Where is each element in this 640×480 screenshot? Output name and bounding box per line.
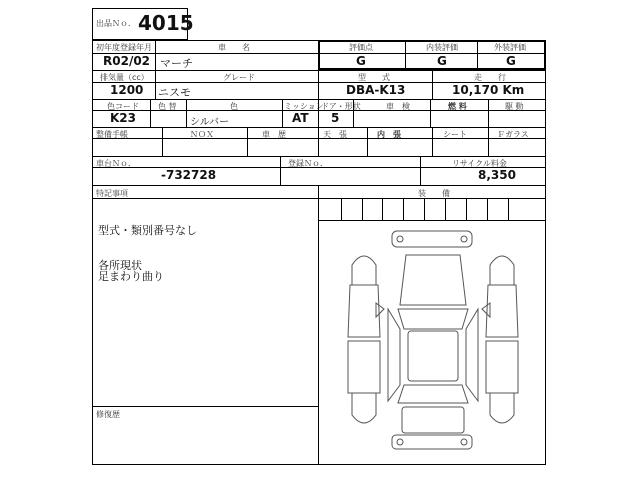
rule [508, 198, 509, 220]
remark-line-1: 型式・類別番号なし [98, 224, 197, 237]
drive-label: 駆 動 [505, 102, 524, 111]
rule [186, 99, 187, 127]
rule [488, 99, 489, 127]
rule [362, 198, 363, 220]
displacement-value: 1200 [110, 83, 144, 97]
rule [318, 70, 319, 99]
rule [318, 220, 546, 221]
sunroof-label: 天 張 [323, 130, 347, 139]
rule [155, 40, 156, 99]
rule [150, 99, 151, 127]
inspection-label: 車 検 [386, 102, 410, 111]
lot-number-label: 出品Ｎｏ． [96, 19, 136, 28]
score-value: G [356, 54, 366, 68]
interior2-label: 内 張 [377, 130, 401, 139]
fglass-label: Ｆガラス [497, 130, 529, 139]
rule [341, 198, 342, 220]
displacement-label: 排気量（cc） [100, 73, 149, 82]
interior-value: G [437, 54, 447, 68]
year-label: 初年度登録年月 [96, 43, 152, 52]
equipment-label: 整備手帳 [96, 130, 128, 139]
recycle-label: リサイクル料金 [452, 159, 507, 168]
rule [367, 127, 368, 156]
repair-label: 修復歴 [96, 410, 120, 419]
rule [487, 198, 488, 220]
interior-label: 内装評価 [426, 43, 458, 52]
model-value: DBA-K13 [346, 83, 406, 97]
rule [280, 156, 281, 185]
registration-label: 登録Ｎｏ． [288, 159, 328, 168]
color-label: 色 [230, 102, 238, 111]
lot-number: 4015 [138, 11, 194, 35]
grade-label: グレード [223, 73, 255, 82]
mission-value: AT [292, 111, 309, 125]
door-label: ドア・形状 [321, 102, 361, 111]
score-label: 評価点 [349, 43, 373, 52]
rule [92, 406, 319, 407]
door-value: 5 [331, 111, 340, 125]
rule [162, 127, 163, 156]
car-name-label: 車 名 [218, 43, 250, 52]
chassis-label: 車台Ｎｏ． [96, 159, 136, 168]
history-label: 車 歴 [262, 130, 286, 139]
year-value: R02/02 [103, 54, 151, 68]
rule [92, 198, 546, 199]
car-diagram [330, 225, 536, 455]
rule [488, 127, 489, 156]
exterior-label: 外装評価 [494, 43, 526, 52]
color-kind-label: 色 替 [158, 102, 177, 111]
color-code-value: K23 [110, 111, 136, 125]
mileage-label: 走 行 [474, 73, 506, 82]
rule [432, 127, 433, 156]
car-name-value: マーチ [160, 57, 193, 70]
mission-label: ミッション [284, 102, 324, 111]
remark-line-2: 各所現状 [98, 259, 142, 272]
fuel-label: 燃 料 [448, 102, 467, 111]
rule [318, 127, 319, 156]
rule [466, 198, 467, 220]
rule [92, 138, 546, 139]
rule [92, 127, 546, 128]
rule [282, 99, 283, 127]
remarks-label: 特記事項 [96, 189, 128, 198]
rule [403, 198, 404, 220]
rule [445, 198, 446, 220]
rule [432, 70, 433, 99]
grade-value: ニスモ [158, 86, 191, 99]
rule [92, 156, 546, 157]
rule [92, 185, 546, 186]
rule [420, 156, 421, 185]
color-code-label: 色コード [107, 102, 139, 111]
options-label: 装 備 [418, 189, 450, 198]
rule [424, 198, 425, 220]
exterior-value: G [506, 54, 516, 68]
nox-label: ＮＯＸ [190, 130, 214, 139]
rule [382, 198, 383, 220]
rule [430, 99, 431, 127]
color-value: シルバー [190, 117, 230, 128]
chassis-value: -732728 [161, 168, 217, 182]
rule [318, 185, 319, 465]
model-label: 型 式 [358, 73, 390, 82]
mileage-value: 10,170 Km [452, 83, 525, 97]
remark-line-3: 足まわり曲り [98, 270, 164, 283]
seat-label: シート [443, 130, 467, 139]
recycle-value: 8,350 [478, 168, 516, 182]
rule [247, 127, 248, 156]
